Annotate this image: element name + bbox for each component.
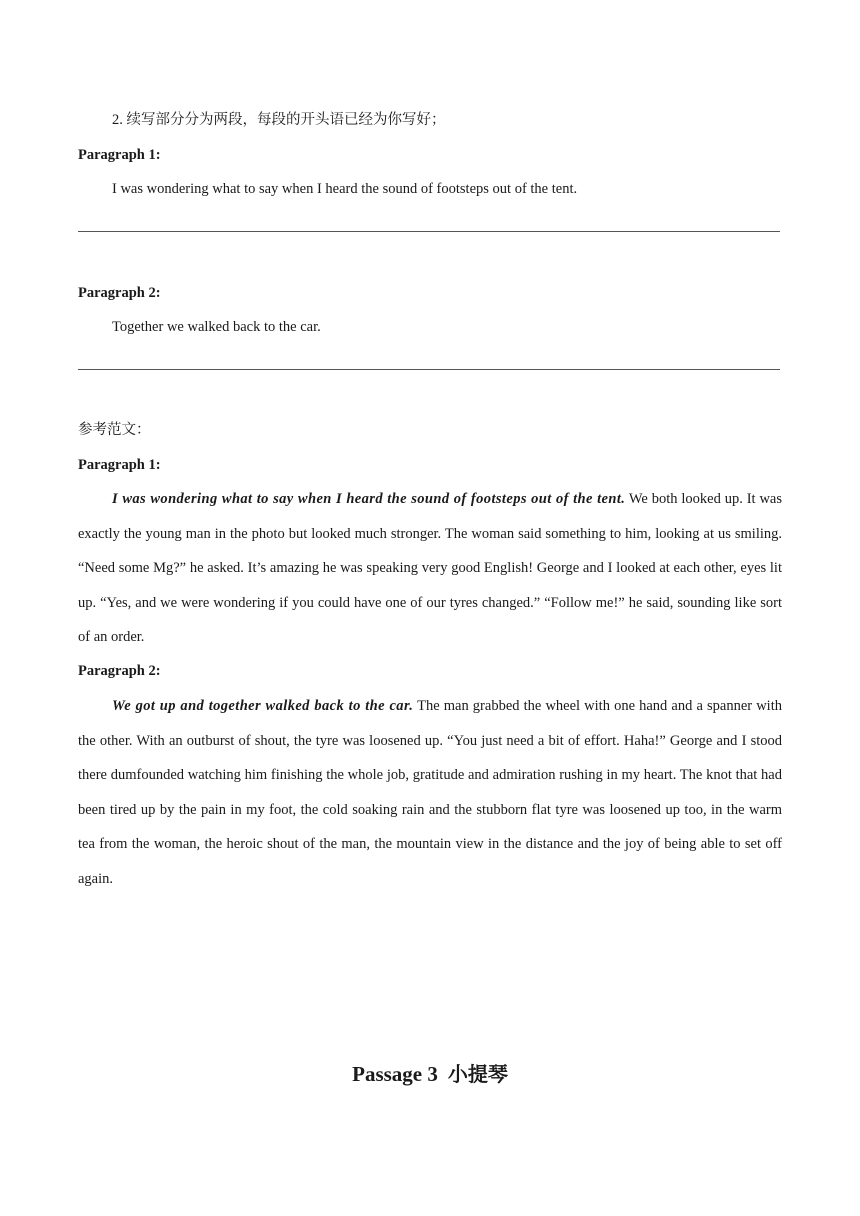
reference-paragraph-1 <box>78 482 782 655</box>
passage-title-en: Passage 3 <box>352 1062 438 1086</box>
reference-paragraph-1-heading: Paragraph 1: <box>78 457 161 473</box>
reference-paragraph-2-body: The man grabbed the wheel with one hand and a spanner with the other. With an outburst of shout, the tyre was loosened up. “You just need a bit of effort. Haha!” George and I stood there dumfounded watching him finishing the whole job, gratitude and admiration rushing in my heart. The knot that had been tired up by the pain in my foot, the cold soaking rain and the stubborn flat tyre was loosened up too, in the warm tea from the woman, the heroic shout of the man, the mountain view in the distance and the joy of being able to set off again. <box>78 698 782 887</box>
task-paragraph-1-opening: I was wondering what to say when I heard the sound of footsteps out of the tent. <box>112 181 578 197</box>
task-paragraph-2-opening: Together we walked back to the car. <box>112 319 321 335</box>
reference-paragraph-1-body: We both looked up. It was exactly the young man in the photo but looked much stronger. The woman said something to him, looking at us smiling. “Need some Mg?” he asked. It’s amazing he was speaking very good English! George and I looked at each other, eyes lit up. “Yes, and we were wondering if you could have one of our tyres changed.” “Follow me!” he said, sounding like sort of an order. <box>78 491 782 645</box>
reference-paragraph-2-lead: We got up and together walked back to the car. <box>112 698 414 714</box>
writing-line-1 <box>78 231 780 232</box>
reference-paragraph-1-lead: I was wondering what to say when I heard the sound of footsteps out of the tent. <box>112 491 626 507</box>
passage-title-cn: 小提琴 <box>447 1062 508 1086</box>
passage-title <box>0 1060 860 1088</box>
reference-label: 参考范文： <box>78 422 151 438</box>
writing-line-2 <box>78 369 780 370</box>
instruction-text: 2. 续写部分分为两段，每段的开头语已经为你写好； <box>112 112 446 128</box>
reference-paragraph-2 <box>78 689 782 896</box>
task-paragraph-1-heading: Paragraph 1: <box>78 147 161 163</box>
reference-paragraph-2-heading: Paragraph 2: <box>78 663 161 679</box>
task-paragraph-2-heading: Paragraph 2: <box>78 285 161 301</box>
